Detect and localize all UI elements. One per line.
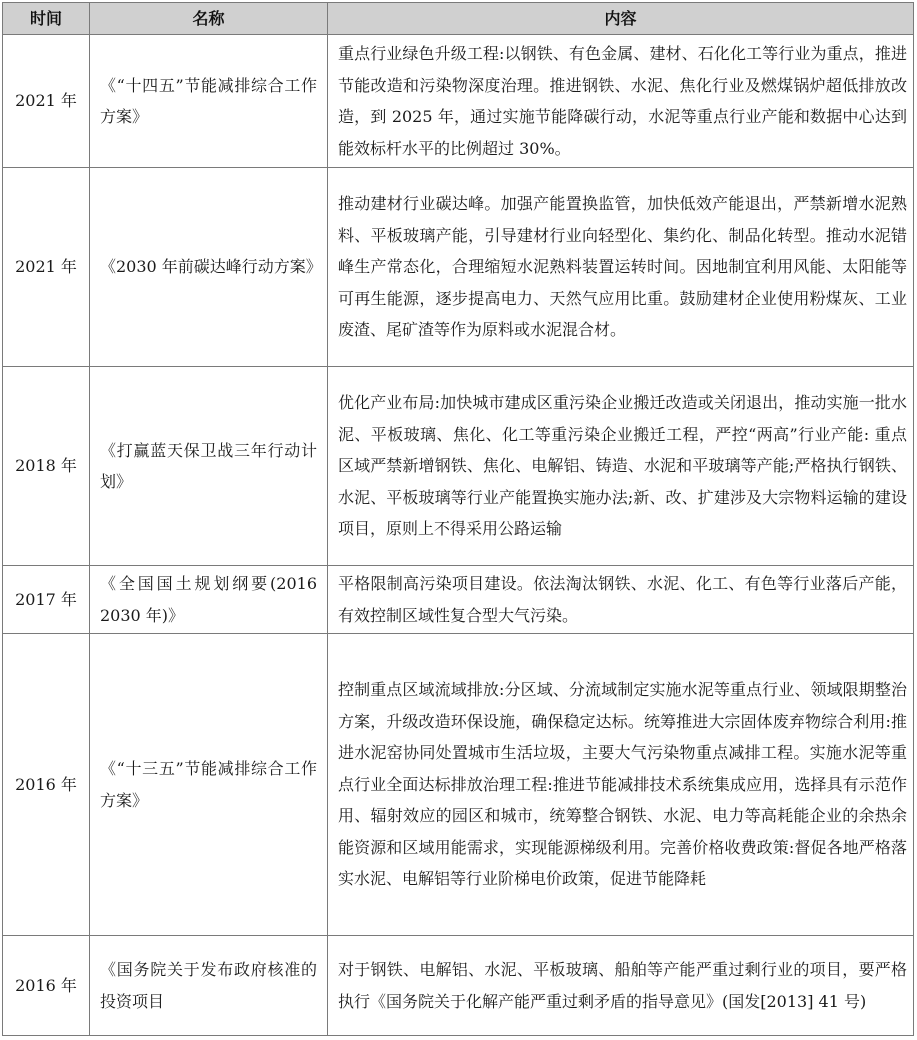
row-content: 平格限制高污染项目建设。依法淘汰钢铁、水泥、化工、有色等行业落后产能，有效控制区域性复合型大气污染。 bbox=[328, 566, 914, 634]
row-content: 对于钢铁、电解铝、水泥、平板玻璃、船舶等产能严重过剩行业的项目，要严格执行《国务院关于化解产能严重过剩矛盾的指导意见》(国发[2013] 41 号) bbox=[328, 936, 914, 1036]
row-name: 《“十四五”节能减排综合工作方案》 bbox=[90, 35, 328, 168]
table-row bbox=[3, 634, 914, 936]
row-content: 优化产业布局:加快城市建成区重污染企业搬迁改造或关闭退出，推动实施一批水泥、平板玻璃、焦化、化工等重污染企业搬迁工程，严控“两高”行业产能: 重点区域严禁新增钢铁、焦化、电解铝、铸造、水泥和平玻璃等产能;严格执行钢铁、水泥、平板玻璃等行业产能置换实施办法;新、改、扩建涉及大宗物料运输的建设项目，原则上不得采用公路运输 bbox=[328, 367, 914, 566]
table-row bbox=[3, 566, 914, 634]
row-name: 《国务院关于发布政府核准的投资项目 bbox=[90, 936, 328, 1036]
row-time: 2021 年 bbox=[3, 168, 90, 367]
header-time: 时间 bbox=[3, 3, 90, 35]
header-name: 名称 bbox=[90, 3, 328, 35]
header-content: 内容 bbox=[328, 3, 914, 35]
row-time: 2016 年 bbox=[3, 634, 90, 936]
row-time: 2017 年 bbox=[3, 566, 90, 634]
table-header-row bbox=[3, 3, 914, 35]
row-name: 《2030 年前碳达峰行动方案》 bbox=[90, 168, 328, 367]
row-content: 控制重点区域流域排放:分区域、分流域制定实施水泥等重点行业、领域限期整治方案，升级改造环保设施，确保稳定达标。统筹推进大宗固体废弃物综合利用:推进水泥窑协同处置城市生活垃圾，主要大气污染物重点减排工程。实施水泥等重点行业全面达标排放治理工程:推进节能减排技术系统集成应用，选择具有示范作用、辐射效应的园区和城市，统筹整合钢铁、水泥、电力等高耗能企业的余热余能资源和区域用能需求，实现能源梯级利用。完善价格收费政策:督促各地严格落实水泥、电解铝等行业阶梯电价政策，促进节能降耗 bbox=[328, 634, 914, 936]
table-row bbox=[3, 168, 914, 367]
row-name: 《打赢蓝天保卫战三年行动计划》 bbox=[90, 367, 328, 566]
policy-table bbox=[2, 2, 914, 1036]
row-name: 《“十三五”节能减排综合工作方案》 bbox=[90, 634, 328, 936]
table-row bbox=[3, 936, 914, 1036]
row-time: 2016 年 bbox=[3, 936, 90, 1036]
row-name: 《全国国土规划纲要(2016 2030 年)》 bbox=[90, 566, 328, 634]
row-time: 2021 年 bbox=[3, 35, 90, 168]
table-row bbox=[3, 367, 914, 566]
row-content: 推动建材行业碳达峰。加强产能置换监管，加快低效产能退出，严禁新增水泥熟料、平板玻璃产能，引导建材行业向轻型化、集约化、制品化转型。推动水泥错峰生产常态化，合理缩短水泥熟料装置运转时间。因地制宜利用风能、太阳能等可再生能源，逐步提高电力、天然气应用比重。鼓励建材企业使用粉煤灰、工业废渣、尾矿渣等作为原料或水泥混合材。 bbox=[328, 168, 914, 367]
row-time: 2018 年 bbox=[3, 367, 90, 566]
row-content: 重点行业绿色升级工程:以钢铁、有色金属、建材、石化化工等行业为重点，推进节能改造和污染物深度治理。推进钢铁、水泥、焦化行业及燃煤锅炉超低排放改造，到 2025 年，通过实施节能降碳行动，水泥等重点行业产能和数据中心达到能效标杆水平的比例超过 30%。 bbox=[328, 35, 914, 168]
table-row bbox=[3, 35, 914, 168]
